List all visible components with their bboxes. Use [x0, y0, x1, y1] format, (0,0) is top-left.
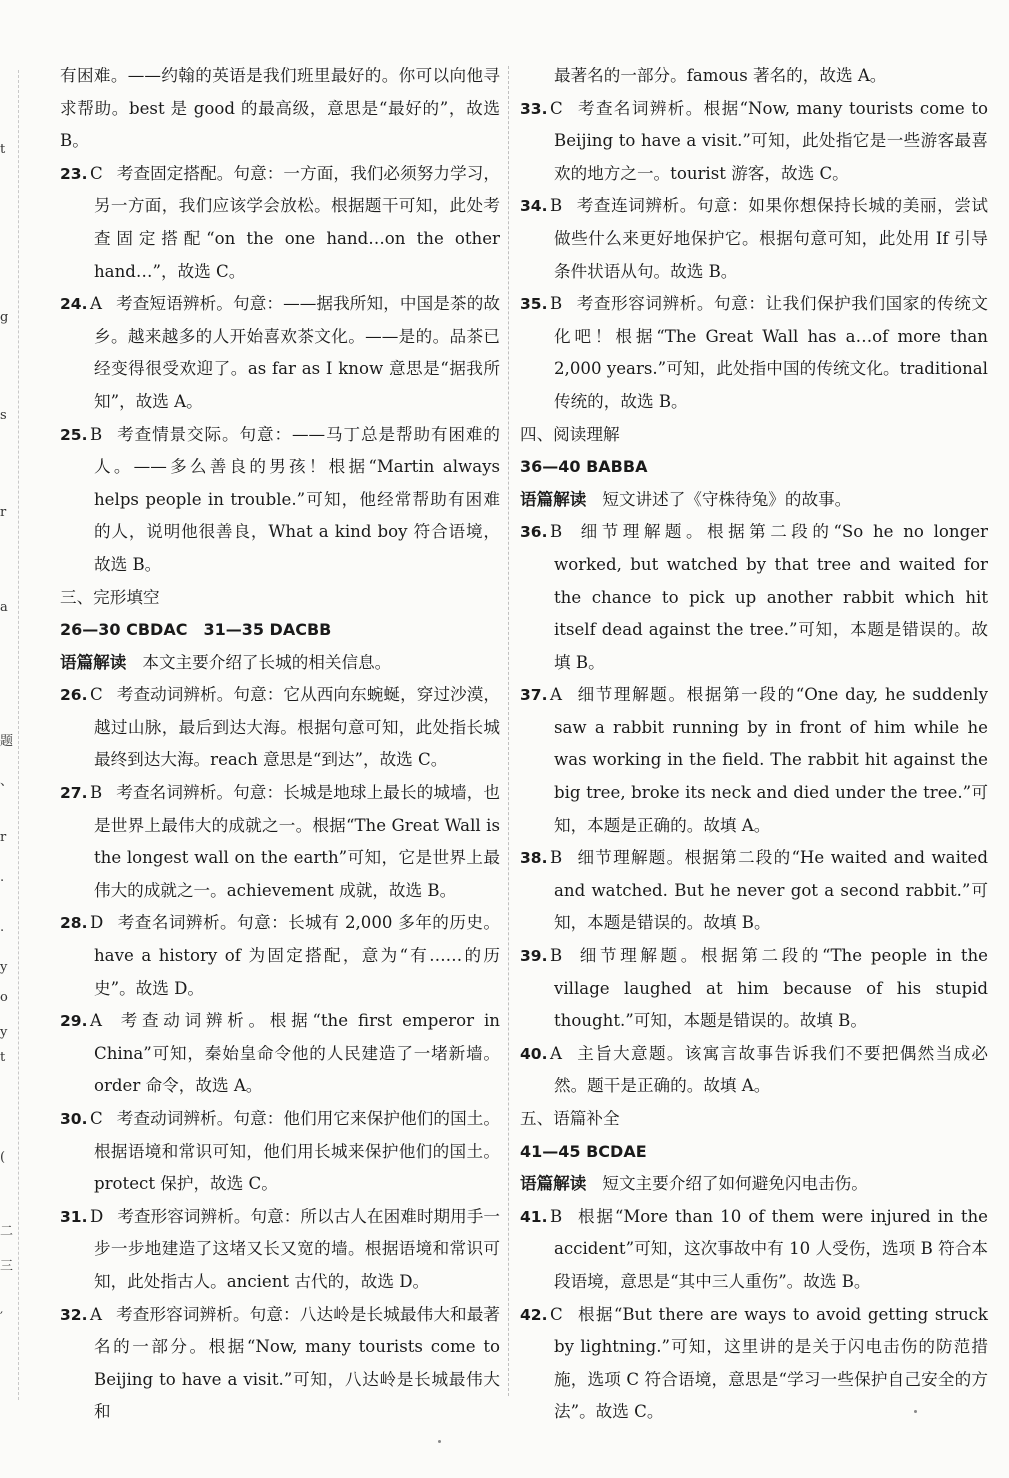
margin-fragment: r: [0, 830, 7, 845]
item-option: C: [90, 1109, 103, 1128]
item-option: B: [550, 946, 563, 966]
item-option: B: [90, 783, 103, 803]
analysis-label: 语篇解读: [60, 652, 127, 672]
item-number: 28.: [60, 914, 88, 933]
item-explanation: 考查固定搭配。句意：一方面，我们必须努力学习，另一方面，我们应该学会放松。根据题干可知，此处考查固定搭配“on the one hand…on the other hand…”，故选 C。: [94, 163, 500, 281]
item-explanation: 根据“More than 10 of them were injured in the accident”可知，这次事故中有 10 人受伤，选项 B 符合本段语境，意思是“其中三人重伤”。故选 B。: [554, 1206, 988, 1291]
item-option: B: [550, 848, 563, 868]
binding-line: [18, 70, 20, 1400]
item-number: 31.: [60, 1207, 88, 1226]
item-number: 38.: [520, 849, 548, 868]
item-explanation: 考查名词辨析。根据“Now, many tourists come to Beijing to have a visit.”可知，此处指它是一些游客最喜欢的地方之一。tourist 游客，故选 C。: [554, 98, 988, 183]
section-heading: 四、阅读理解: [520, 424, 620, 444]
item-number: 41.: [520, 1207, 548, 1226]
item-number: 24.: [60, 295, 88, 314]
answer-item: [60, 1005, 500, 1103]
passage-analysis: [60, 647, 500, 680]
answer-item: [520, 842, 988, 940]
item-option: A: [550, 1043, 562, 1063]
margin-fragment: (: [0, 1150, 6, 1165]
margin-fragment: r: [0, 505, 7, 520]
passage-analysis: [520, 1168, 988, 1201]
analysis-label: 语篇解读: [520, 489, 587, 509]
item-number: 27.: [60, 784, 88, 803]
item-number: 39.: [520, 947, 548, 966]
answer-item: [520, 93, 988, 191]
answer-item: [520, 940, 988, 1038]
analysis-text: 短文讲述了《守株待兔》的故事。: [602, 489, 852, 509]
answer-item: [520, 190, 988, 288]
section-heading: 三、完形填空: [60, 587, 160, 607]
answer-item: [60, 1201, 500, 1299]
margin-fragment: y: [0, 1025, 8, 1040]
margin-fragment: a: [0, 600, 8, 615]
margin-fragment: .: [0, 870, 5, 885]
item-option: A: [90, 1011, 102, 1031]
answer-key: 41—45 BCDAE: [520, 1141, 647, 1161]
item-option: C: [550, 1304, 563, 1324]
item-explanation: 考查动词辨析。句意：它从西向东蜿蜒，穿过沙漠，越过山脉，最后到达大海。根据句意可知，此处指长城最终到达大海。reach 意思是“到达”，故选 C。: [94, 685, 500, 770]
item-explanation: 细节理解题。根据第二段的“The people in the village laughed at him because of his stupid thought.”可知，本题是错误的。故填 B。: [554, 946, 988, 1031]
item-explanation: 考查名词辨析。句意：长城有 2,000 多年的历史。have a history of 为固定搭配，意为“有……的历史”。故选 D。: [94, 913, 500, 998]
answer-item: [520, 288, 988, 418]
item-explanation: 考查动词辨析。根据“the first emperor in China”可知，秦始皇命令他的人民建造了一堵新墙。order 命令，故选 A。: [94, 1011, 500, 1096]
analysis-text: 本文主要介绍了长城的相关信息。: [142, 652, 392, 672]
answer-item: [60, 1103, 500, 1201]
answer-item: [60, 1299, 500, 1429]
margin-fragment: 二: [0, 1224, 14, 1239]
answer-item: [520, 516, 988, 679]
item-number: 30.: [60, 1110, 88, 1128]
passage-analysis: [520, 484, 988, 517]
item-option: B: [550, 294, 563, 314]
item-option: C: [90, 685, 103, 705]
answer-item: [60, 419, 500, 582]
analysis-label: 语篇解读: [520, 1174, 587, 1194]
item-explanation: 考查形容词辨析。句意：八达岭是长城最伟大和最著名的一部分。根据“Now, many tourists come to Beijing to have a visit.”可知，八达岭是长城最伟大和: [94, 1304, 500, 1422]
item-number: 25.: [60, 425, 88, 444]
item-explanation: 考查连词辨析。句意：如果你想保持长城的美丽，尝试做些什么来更好地保护它。根据句意可知，此处用 If 引导条件状语从句。故选 B。: [554, 196, 988, 281]
margin-fragment: 题: [0, 734, 14, 749]
section-heading: 五、语篇补全: [520, 1109, 620, 1128]
item-option: C: [90, 163, 103, 183]
item-number: 32.: [60, 1305, 88, 1324]
item-option: B: [550, 196, 563, 216]
margin-fragment: t: [0, 1050, 6, 1065]
margin-fragment: s: [0, 408, 7, 423]
item-number: 37.: [520, 686, 548, 705]
item-number: 42.: [520, 1305, 548, 1324]
margin-fragment: t: [0, 142, 6, 157]
answer-item: [60, 679, 500, 777]
margin-fragment: y: [0, 960, 8, 975]
item-explanation: 考查名词辨析。句意：长城是地球上最长的城墙，也是世界上最伟大的成就之一。根据“The Great Wall is the longest wall on the earth”可知，它是世界上最伟大的成就之一。achievement 成就，故选 B。: [94, 783, 500, 900]
item-option: A: [90, 294, 102, 314]
margin-fragment: 、: [0, 774, 14, 789]
item-explanation: 细节理解题。根据第二段的“He waited and waited and watched. But he never got a second rabbit.”可知，本题是错误的。故填 B。: [554, 848, 988, 933]
item-number: 34.: [520, 197, 548, 216]
item-number: 40.: [520, 1044, 548, 1063]
item-option: C: [550, 98, 563, 118]
item-explanation: 考查形容词辨析。句意：所以古人在困难时期用手一步一步地建造了这堵又长又宽的墙。根据语境和常识可知，此处指古人。ancient 古代的，故选 D。: [94, 1206, 500, 1291]
answer-key: 26—30 CBDAC 31—35 DACBB: [60, 620, 332, 640]
item-option: A: [90, 1304, 102, 1324]
continuation-text: 有困难。——约翰的英语是我们班里最好的。你可以向他寻求帮助。best 是 good 的最高级，意思是“最好的”，故选 B。: [60, 66, 500, 151]
left-column: [60, 60, 500, 1429]
item-explanation: 细节理解题。根据第一段的“One day, he suddenly saw a rabbit running by in front of him while he was working in the field. The rabbit hit against the big tree, broke its neck and died under the tree.”可知，本题是正确的。故填 A。: [554, 685, 988, 835]
item-option: D: [90, 1206, 104, 1226]
item-number: 23.: [60, 164, 88, 183]
item-option: D: [90, 913, 104, 933]
item-option: B: [90, 424, 103, 444]
item-number: 35.: [520, 295, 548, 314]
answer-item: [520, 1299, 988, 1429]
left-margin-fragments: [0, 70, 14, 1410]
item-explanation: 考查动词辨析。句意：他们用它来保护他们的国土。根据语境和常识可知，他们用长城来保护他们的国土。protect 保护，故选 C。: [94, 1109, 500, 1194]
margin-fragment: g: [0, 310, 9, 325]
answer-item: [60, 907, 500, 1005]
item-number: 36.: [520, 523, 548, 542]
answer-key: 36—40 BABBA: [520, 457, 648, 477]
item-explanation: 考查短语辨析。句意：——据我所知，中国是茶的故乡。越来越多的人开始喜欢茶文化。——是的。品茶已经变得很受欢迎了。as far as I know 意思是“据我所知”，故选 A。: [94, 294, 500, 411]
scan-speck: [914, 1410, 917, 1413]
item-explanation: 考查形容词辨析。句意：让我们保护我们国家的传统文化吧！根据“The Great Wall has a…of more than 2,000 years.”可知，此处指中国的传统文化。traditional 传统的，故选 B。: [554, 294, 988, 411]
item-explanation: 主旨大意题。该寓言故事告诉我们不要把偶然当成必然。题干是正确的。故填 A。: [554, 1043, 988, 1096]
continuation-text: 最著名的一部分。famous 著名的，故选 A。: [554, 66, 887, 85]
answer-item: [60, 288, 500, 418]
answer-item: [60, 777, 500, 907]
item-number: 29.: [60, 1012, 88, 1031]
analysis-text: 短文主要介绍了如何避免闪电击伤。: [602, 1174, 868, 1194]
item-option: A: [550, 685, 562, 705]
right-column: [520, 60, 988, 1429]
margin-fragment: .: [0, 920, 5, 935]
margin-fragment: o: [0, 990, 8, 1005]
column-divider: [508, 66, 510, 1396]
item-explanation: 根据“But there are ways to avoid getting struck by lightning.”可知，这里讲的是关于闪电击伤的防范措施，选项 C 符合语境，意思是“学习一些保护自己安全的方法”。故选 C。: [554, 1304, 988, 1422]
answer-item: [520, 1201, 988, 1299]
scan-speck: [438, 1440, 441, 1443]
answer-item: [520, 679, 988, 842]
answer-item: [520, 1038, 988, 1103]
answer-item: [60, 158, 500, 288]
item-number: 33.: [520, 99, 548, 118]
item-explanation: 细节理解题。根据第二段的“So he no longer worked, but watched by that tree and waited for the chance to pick up another rabbit which hit itself dead against the tree.”可知，本题是错误的。故填 B。: [554, 522, 988, 672]
margin-fragment: 三: [0, 1259, 14, 1274]
item-explanation: 考查情景交际。句意：——马丁总是帮助有困难的人。——多么善良的男孩！根据“Martin always helps people in trouble.”可知，他经常帮助有困难的人，说明他很善良，What a kind boy 符合语境，故选 B。: [94, 424, 500, 574]
item-number: 26.: [60, 686, 88, 705]
item-option: B: [550, 522, 563, 542]
margin-fragment: ′: [0, 1310, 3, 1325]
item-option: B: [550, 1206, 563, 1226]
